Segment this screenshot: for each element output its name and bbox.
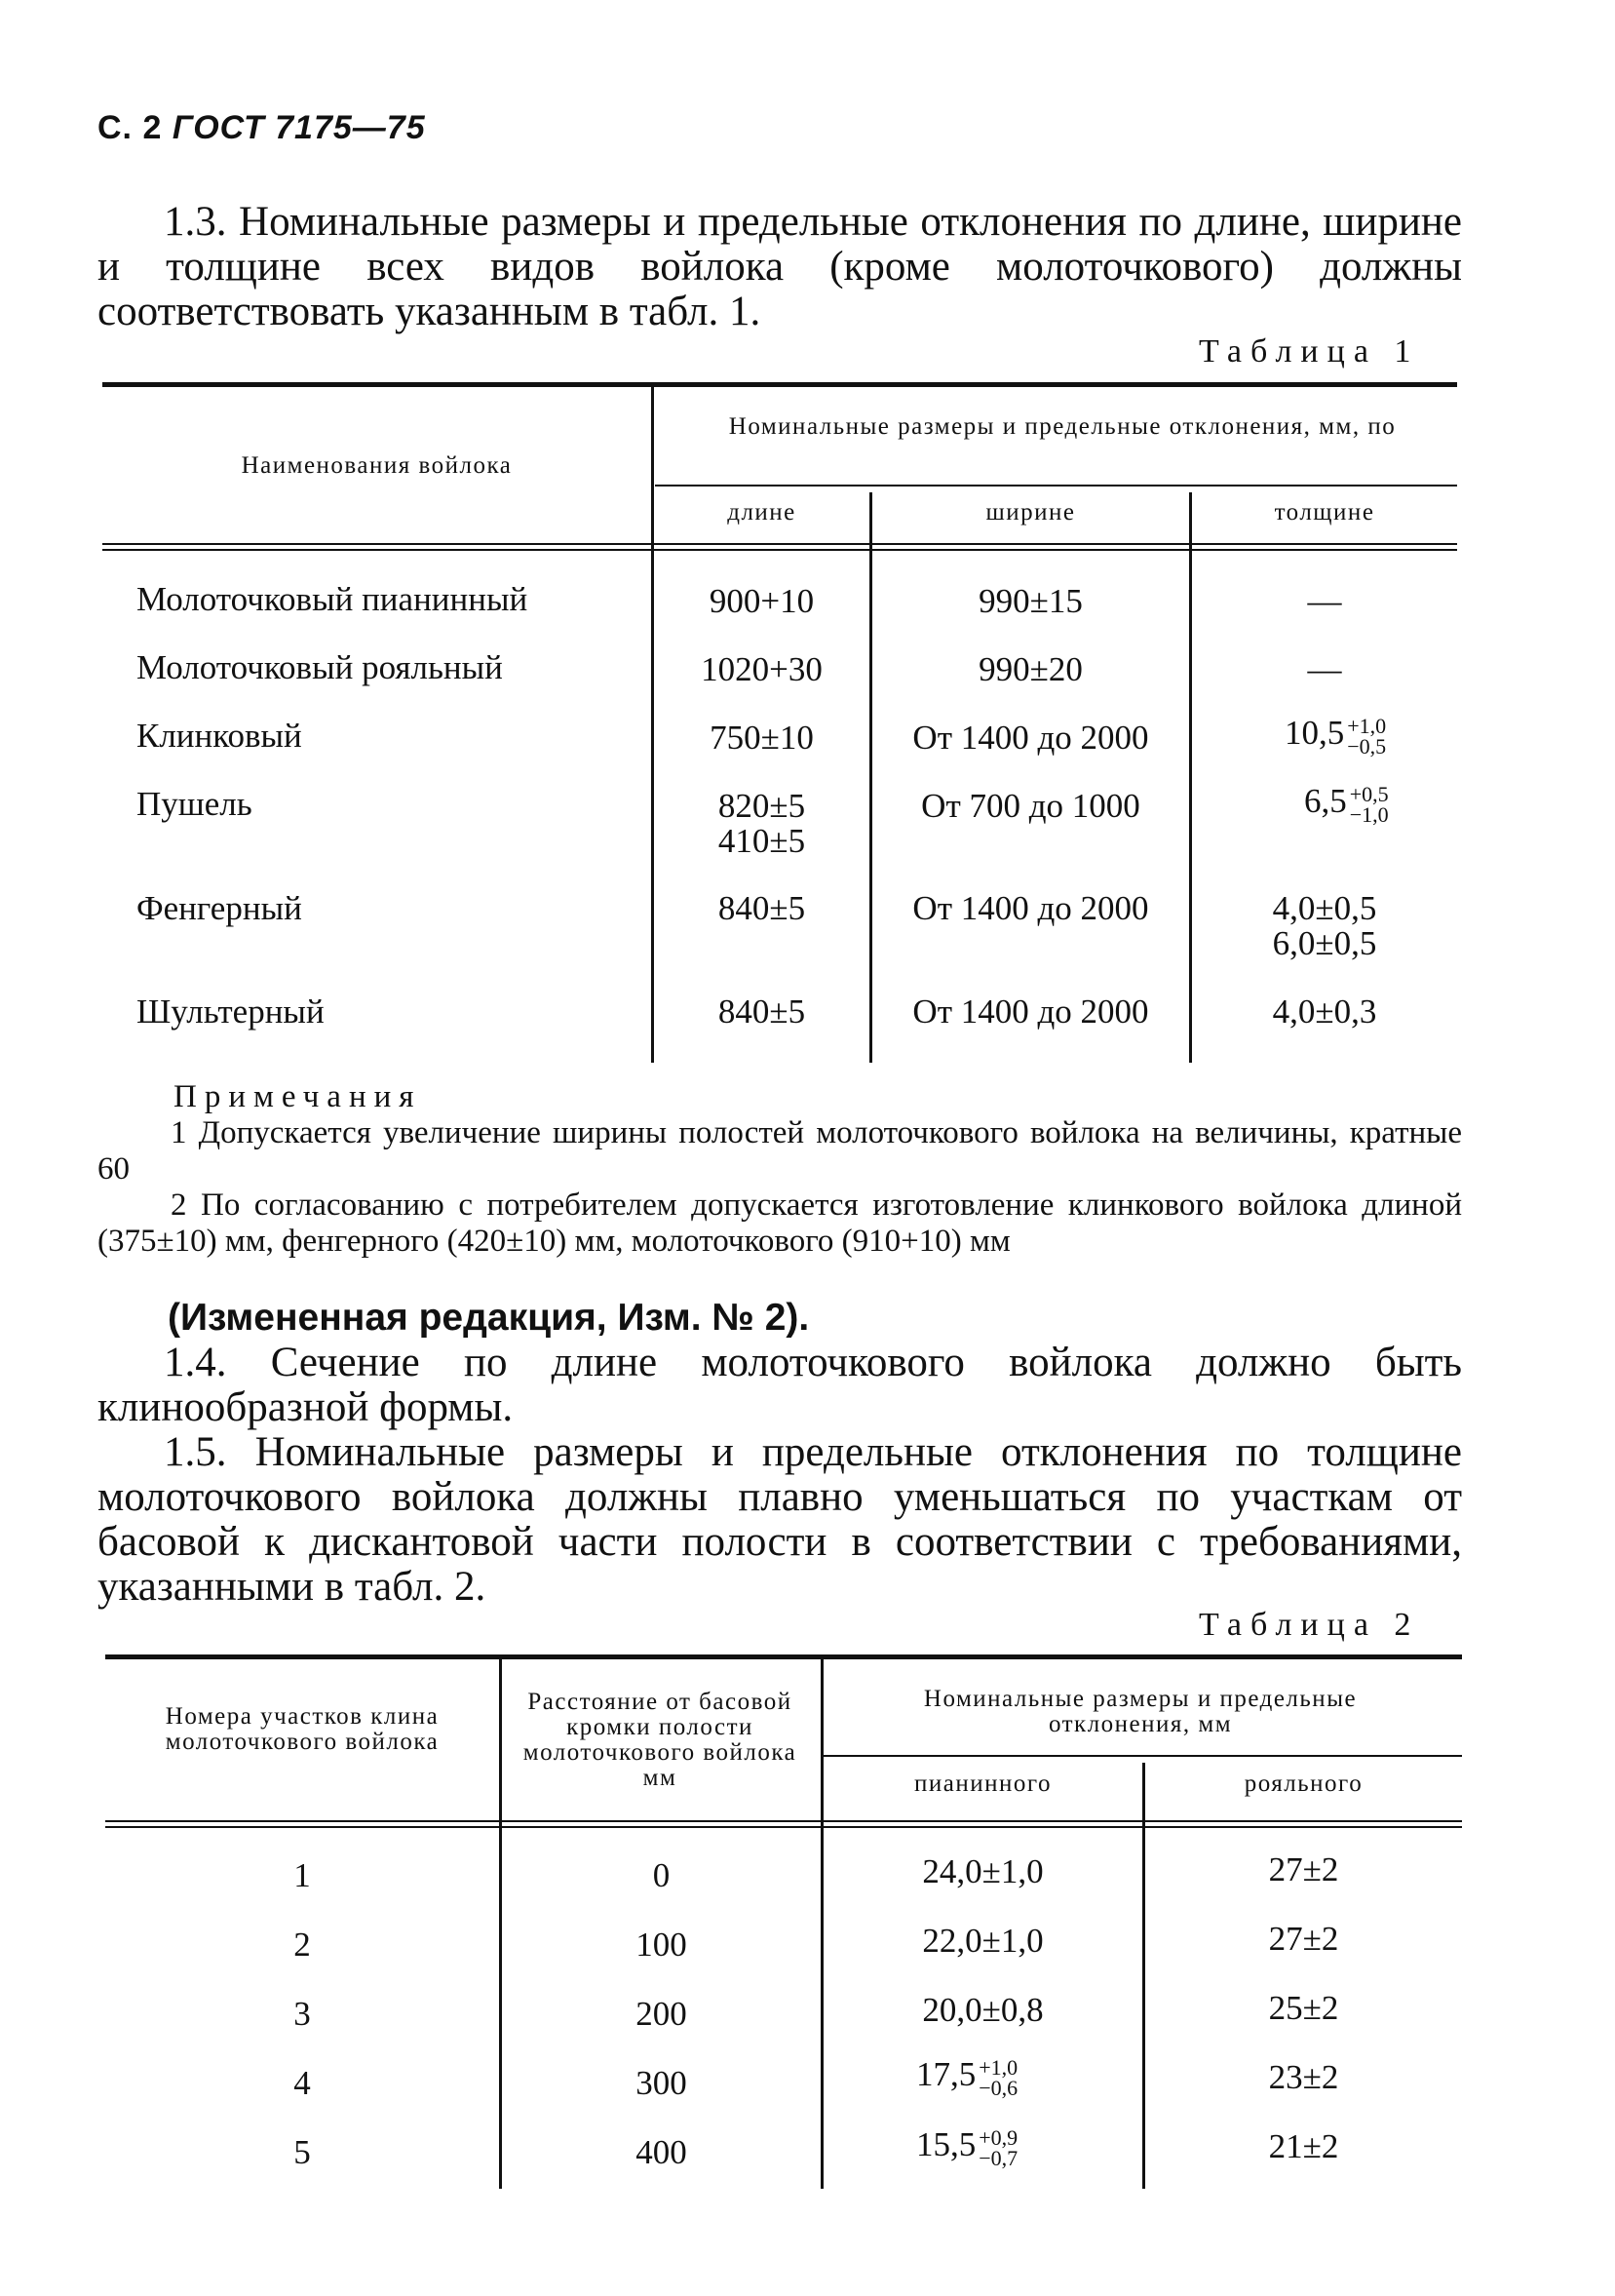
table-1-header-rule-b [102,549,1457,551]
table-2-col-grand: рояльного [1244,1771,1364,1797]
cell-distance: 400 [635,2133,687,2171]
cell-piano [916,2125,1018,2168]
cell-grand: 27±2 [1268,1920,1339,1958]
tolerance [979,2124,1019,2170]
cell-width: От 1400 до 2000 [912,889,1149,927]
table-1-caption: Таблица 1 [1199,333,1420,370]
table-1-col-group: Номинальные размеры и предельные отклонения, мм, по [728,413,1397,440]
cell-grand: 23±2 [1268,2058,1339,2096]
table-1-header-rule-a [102,543,1457,545]
cell-distance: 100 [635,1926,687,1964]
tolerance [1349,781,1389,827]
table-2-col-distance: Расстояние от басовой кромки полости молоточкового войлока мм [522,1689,797,1791]
cell-length: 900+10 [709,582,815,620]
paragraph-1-5: 1.5. Номинальные размеры и предельные отклонения по толщине молоточкового войлока должны плавно уменьшаться по участкам от басовой к дискантовой части полости в соответствии с требованиями, указанными в табл. 2. [97,1429,1462,1610]
cell-name: Молоточковый рояльный [136,648,503,686]
table-1-col-width: ширине [985,499,1076,525]
cell-thickness [1285,714,1386,757]
thickness-nominal: 10,5 [1285,714,1345,752]
cell-piano: 24,0±1,0 [922,1852,1044,1890]
change-note: (Измененная редакция, Изм. № 2). [168,1297,810,1339]
table-1-col-thickness: толщине [1274,499,1375,525]
notes-title: Примечания [173,1079,422,1114]
paragraph-1-4: 1.4. Сечение по длине молоточкового войлока должно быть клинообразной формы. [97,1340,1462,1430]
cell-section: 4 [293,2064,311,2102]
cell-length: 1020+30 [701,650,823,688]
tolerance [979,2054,1019,2100]
cell-thickness: — [1307,650,1342,688]
tolerance-plus: +1,0 [979,2054,1019,2080]
cell-name: Пушель [136,785,252,823]
tolerance-plus: +0,9 [979,2124,1019,2150]
cell-thickness: 4,0±0,3 [1272,992,1377,1031]
cell-grand: 25±2 [1268,1989,1339,2027]
table-1-group-rule [655,485,1457,486]
tolerance-plus: +0,5 [1349,781,1389,806]
cell-width: 990±15 [979,582,1083,620]
cell-width: От 1400 до 2000 [912,992,1149,1031]
table-2-col-group: Номинальные размеры и предельные отклонения, мм [923,1686,1358,1737]
cell-piano [916,2055,1018,2098]
cell-width: От 1400 до 2000 [912,719,1149,757]
cell-name: Молоточковый пианинный [136,580,528,618]
piano-nominal: 17,5 [916,2055,977,2093]
note-item: 2 По согласованию с потребителем допускается изготовление клинкового войлока длиной (375±10) мм, фенгерного (420±10) мм, молоточкового (910+10) мм [97,1187,1462,1259]
cell-section: 5 [293,2133,311,2171]
cell-distance: 200 [635,1995,687,2033]
table-2-col-section: Номера участков клина молоточкового войлока [165,1703,440,1755]
table-1-notes [97,1079,1462,1260]
table-2-header-rule-b [105,1826,1462,1828]
cell-length: 820±5 [717,787,806,825]
cell-section: 3 [293,1995,311,2033]
cell-name: Фенгерный [136,889,302,927]
cell-piano: 22,0±1,0 [922,1922,1044,1960]
paragraph-1-3: 1.3. Номинальные размеры и предельные отклонения по длине, ширине и толщине всех видов войлока (кроме молоточкового) должны соответствовать указанным в табл. 1. [97,199,1462,334]
table-2-top-rule [105,1654,1462,1659]
tolerance-minus: −0,7 [979,2145,1019,2170]
cell-thickness-2: 6,0±0,5 [1272,924,1377,962]
cell-distance: 0 [652,1856,671,1894]
cell-thickness: — [1307,582,1342,620]
cell-thickness: 4,0±0,5 [1272,889,1377,927]
cell-name: Шультерный [136,992,325,1031]
cell-section: 1 [293,1856,311,1894]
table-1-vline-2 [869,492,872,1063]
page-header [97,109,426,147]
table-1-top-rule [102,382,1457,387]
table-1-vline-3 [1189,492,1192,1063]
cell-width: 990±20 [979,650,1083,688]
cell-thickness [1304,782,1389,825]
cell-length: 840±5 [717,992,806,1031]
table-1-col-name: Наименования войлока [241,452,513,479]
cell-distance: 300 [635,2064,687,2102]
piano-nominal: 15,5 [916,2125,977,2163]
note-item: 1 Допускается увеличение ширины полостей молоточкового войлока на величины, кратные 60 [97,1115,1462,1187]
cell-piano: 20,0±0,8 [922,1991,1044,2029]
standard-number: ГОСТ 7175—75 [172,109,426,146]
table-2-col-piano: пианинного [913,1771,1052,1797]
cell-width: От 700 до 1000 [921,787,1140,825]
cell-section: 2 [293,1926,311,1964]
cell-name: Клинковый [136,717,302,755]
tolerance-minus: −0,6 [979,2075,1019,2100]
cell-length: 750±10 [710,719,814,757]
tolerance-plus: +1,0 [1347,713,1387,738]
tolerance [1347,713,1387,759]
cell-grand: 27±2 [1268,1850,1339,1888]
table-2-vline-3 [1142,1763,1145,2189]
cell-length-2: 410±5 [717,822,806,860]
table-1-col-length: длине [727,499,796,525]
cell-grand: 21±2 [1268,2127,1339,2165]
table-2-group-rule [824,1755,1462,1757]
tolerance-minus: −1,0 [1349,801,1389,827]
table-2-caption: Таблица 2 [1199,1607,1420,1643]
tolerance-minus: −0,5 [1347,733,1387,759]
cell-length: 840±5 [717,889,806,927]
thickness-nominal: 6,5 [1304,782,1347,820]
page-number: С. 2 [97,109,163,146]
table-2-header-rule-a [105,1820,1462,1822]
table-2-vline-1 [499,1659,502,2189]
